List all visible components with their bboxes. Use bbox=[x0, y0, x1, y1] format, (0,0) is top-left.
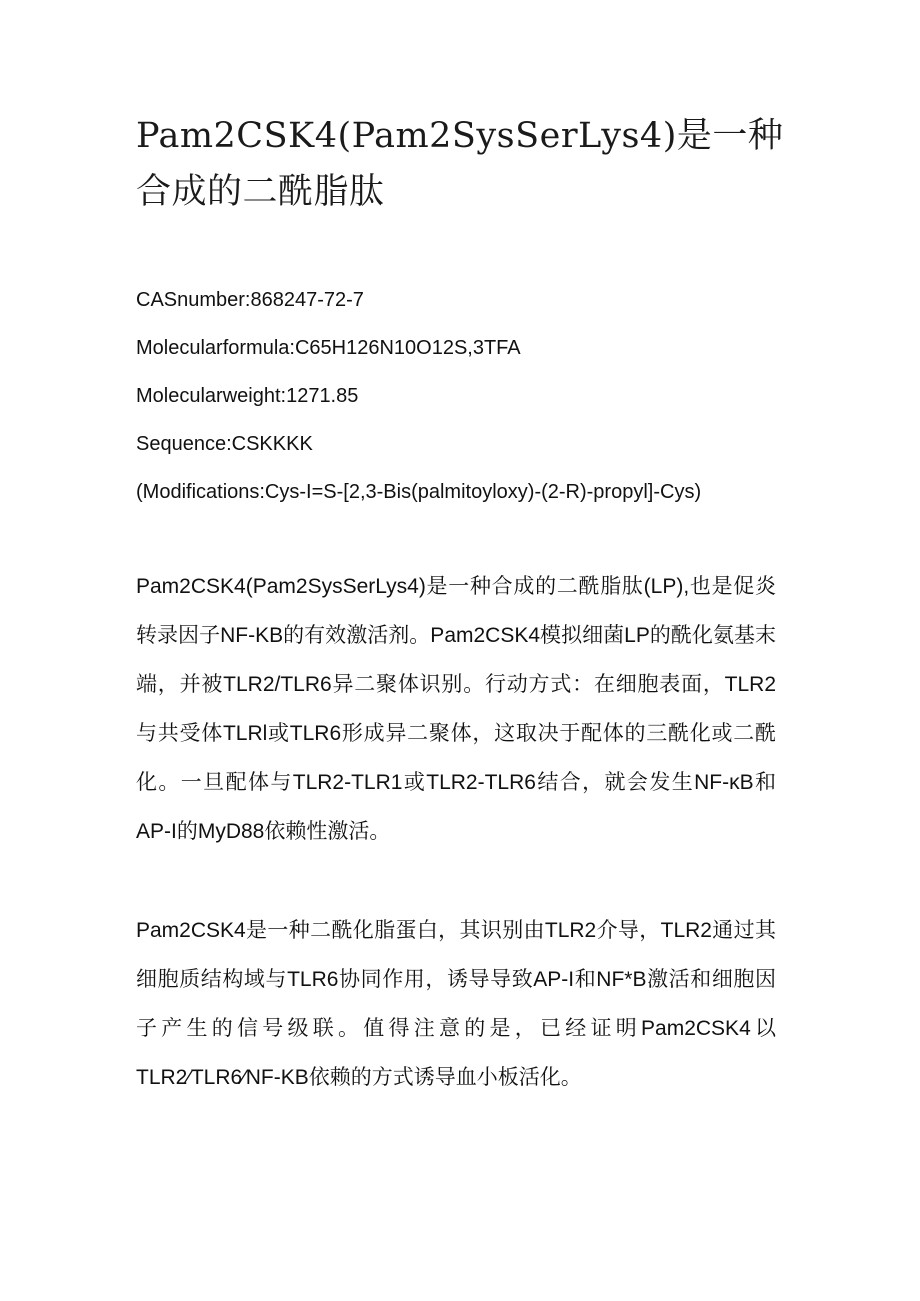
molecular-formula: Molecularformula:C65H126N10O12S,3TFA bbox=[136, 337, 521, 359]
paragraph-mechanism: Pam2CSK4是一种二酰化脂蛋白，其识别由TLR2介导，TLR2通过其细胞质结构域与TLR6协同作用，诱导导致AP-I和NF*B激活和细胞因子产生的信号级联。值得注意的是，已经证明Pam2CSK4以TLR2∕TLR6∕NF-KB依赖的方式诱导血小板活化。 bbox=[136, 919, 776, 1089]
sequence: Sequence:CSKKKK bbox=[136, 433, 313, 455]
modifications: (Modifications:Cys-I=S-[2,3-Bis(palmitoyloxy)-(2-R)-propyl]-Cys) bbox=[136, 481, 702, 503]
molecular-weight: Molecularweight:1271.85 bbox=[136, 385, 359, 407]
cas-number: CASnumber:868247-72-7 bbox=[136, 289, 364, 311]
paragraph-description: Pam2CSK4(Pam2SysSerLys4)是一种合成的二酰脂肽(LP),也是促炎转录因子NF-KB的有效激活剂。Pam2CSK4模拟细菌LP的酰化氨基末端，并被TLR2/TLR6异二聚体识别。行动方式：在细胞表面，TLR2与共受体TLRl或TLR6形成异二聚体，这取决于配体的三酰化或二酰化。一旦配体与TLR2-TLR1或TLR2-TLR6结合，就会发生NF-κB和AP-I的MyD88依赖性激活。 bbox=[136, 575, 776, 843]
compound-metadata bbox=[136, 282, 836, 522]
document-title: Pam2CSK4(Pam2SysSerLys4)是一种合成的二酰脂肽 bbox=[136, 116, 784, 212]
